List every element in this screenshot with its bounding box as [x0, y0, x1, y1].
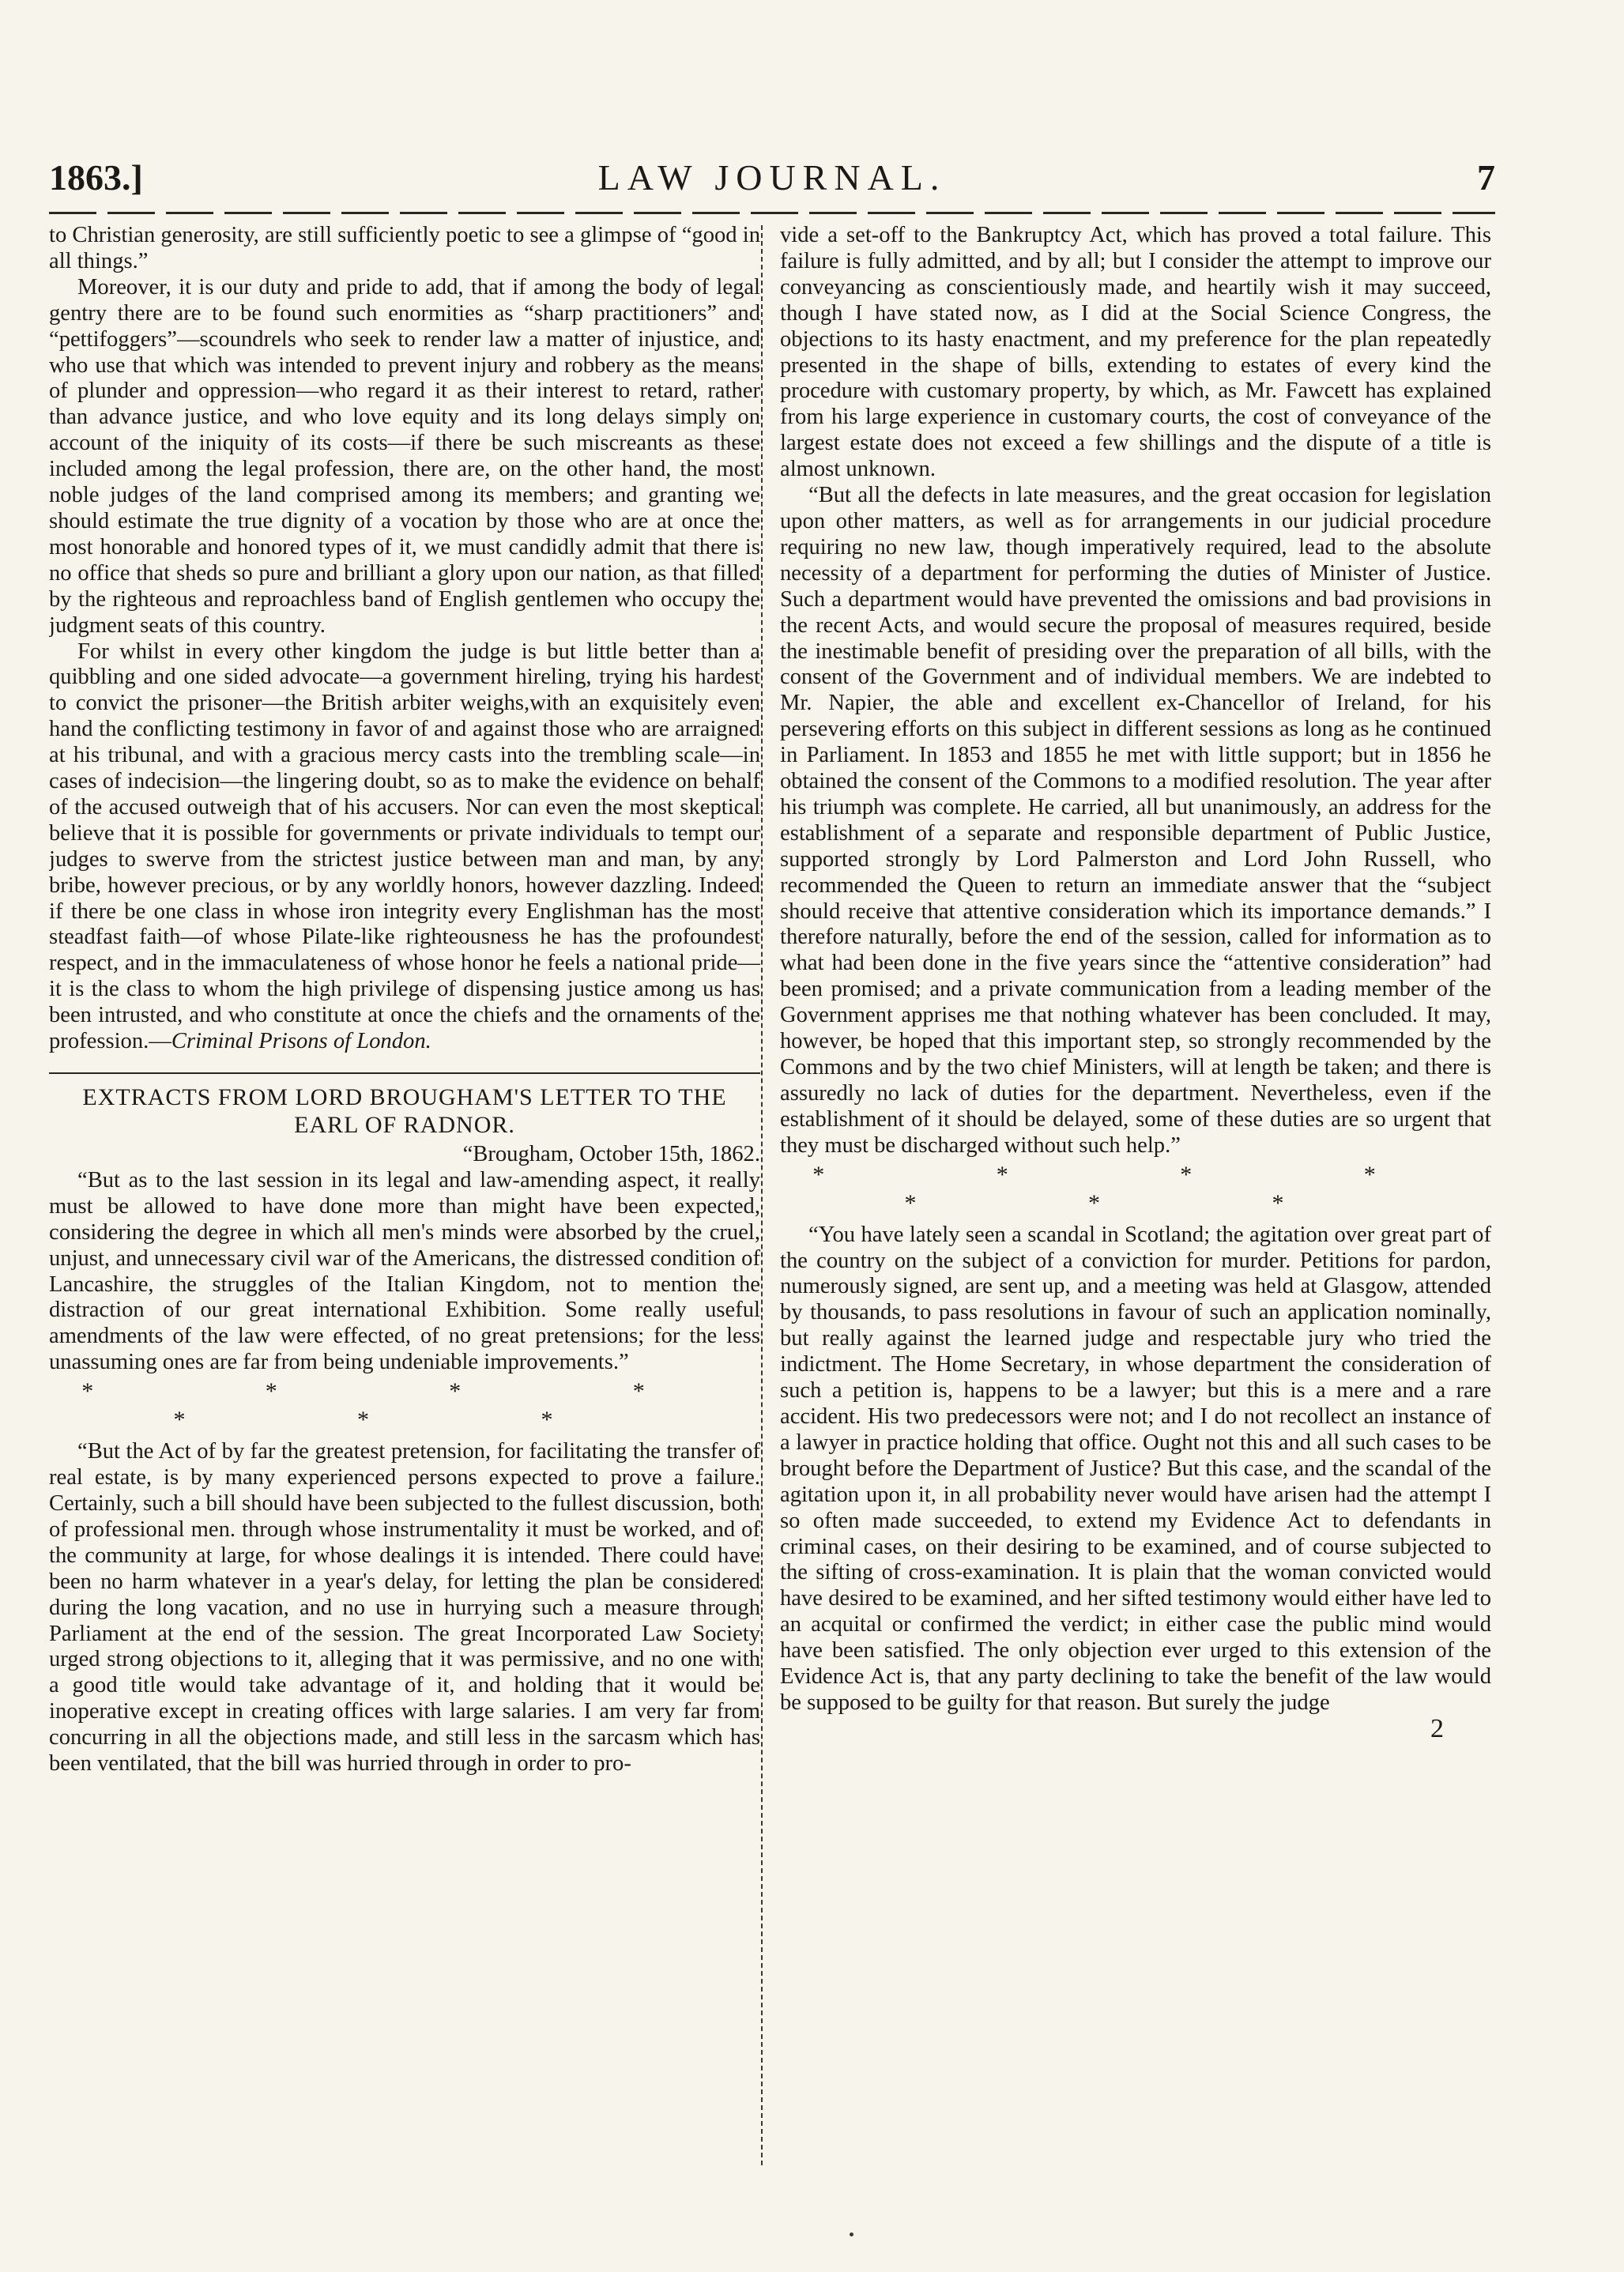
article-title: EXTRACTS FROM LORD BROUGHAM'S LETTER TO THE EARL OF RADNOR.: [82, 1084, 727, 1138]
right-column: [780, 223, 1491, 2167]
source-citation: Criminal Prisons of London.: [171, 1029, 431, 1054]
dateline: “Brougham, October 15th, 1862.: [462, 1142, 760, 1166]
section-stars: * * * * * * *: [812, 1161, 1459, 1216]
page-header: [49, 156, 1495, 220]
section-stars: * * * * * * *: [81, 1378, 728, 1434]
paragraph-text: For whilst in every other kingdom the judge is but little better than a quibbling and one sided advocate—a government hireling, trying his hardest to convict the prisoner—the British arbiter weighs,with an exquisitely even hand the conflicting testimony in favor of and against those who are arraigned at his tribunal, and with a gracious mercy casts into the trembling scale—in cases of indecision—the lingering doubt, so as to make the evidence on behalf of the accused outweigh that of his accusers. Nor can even the most skeptical believe that it is possible for governments or private individuals to tempt our judges to swerve from the strictest justice between man and man, by any bribe, however precious, or by any worldly honors, however dazzling. Indeed if there be one class in whose iron integrity every Englishman has the most steadfast faith—of whose Pilate-like righteousness he has the profoundest respect, and in the immaculateness of whose honor he feels a national pride—it is the class to whom the high privilege of dispensing justice among us has been intrusted, and who constitute at once the chiefs and the ornaments of the profession.—: [49, 639, 760, 1054]
paragraph: “But as to the last session in its legal and law-amending aspect, it really must be allowed to have done more than might have been expected, considering the degree in which all men's minds were absorbed by the cruel, unjust, and unnecessary civil war of the Americans, the distressed condition of Lancashire, the struggles of the Italian Kingdom, not to mention the distraction of our great international Exhibition. Some really useful amendments of the law were effected, of no great pretensions; for the less unassuming ones are far from being undeniable improvements.”: [49, 1167, 760, 1375]
journal-title: LAW JOURNAL.: [597, 157, 947, 198]
paragraph: to Christian generosity, are still sufficiently poetic to see a glimpse of “good in all things.”: [49, 223, 760, 273]
paragraph: “But the Act of by far the greatest pretension, for facilitating the transfer of real estate, is by many experienced persons expected to prove a failure. Certainly, such a bill should have been subjected to the fullest discussion, both of professional men. through whose instrumentality it must be worked, and of the community at large, for whose dealings it is intended. There could have been no harm whatever in a year's delay, for letting the plan be considered during the long vacation, and no use in hurrying such a measure through Parliament at the end of the session. The great Incorporated Law Society urged strong objections to it, alleging that it was permissive, and no one with a good title would take advantage of it, and holding that it would be inoperative except in creating offices with large salaries. I am very far from concurring in all the objections made, and still less in the sarcasm which has been ventilated, that the bill was hurried through in order to pro-: [49, 1439, 760, 1777]
page-number: 7: [1477, 157, 1495, 198]
paragraph: “You have lately seen a scandal in Scotland; the agitation over great part of the country on the subject of a conviction for murder. Petitions for pardon, numerously signed, are sent up, and a meeting was held at Glasgow, attended by thousands, to pass resolutions in favour of such an application nominally, but really against the learned judge and respectable jury who tried the indictment. The Home Secretary, in whose department the consideration of such a petition is, happens to be a lawyer; but this is a mere and a rare accident. His two predecessors were not; and I do not recollect an instance of a lawyer in practice holding that office. Ought not this and all such cases to be brought before the Department of Justice? But this case, and the scandal of the agitation upon it, in all probability never would have arisen had the attempt I so often made succeeded, to extend my Evidence Act to defendants in criminal cases, on their desiring to be examined, and of course subjected to the sifting of cross-examination. It is plain that the woman convicted would have desired to be examined, and her sifted testimony would either have led to an acquital or confirmed the verdict; in either case the public mind would have been satisfied. The only objection ever urged to this extension of the Evidence Act is, that any party declining to take the benefit of the law would be supposed to be guilty for that reason. But surely the judge: [780, 1222, 1491, 1715]
left-column: [49, 223, 760, 2167]
signature-mark: 2: [1430, 1713, 1444, 1743]
header-rule: [49, 212, 1495, 214]
paragraph: Moreover, it is our duty and pride to add, that if among the body of legal gentry there are to be found such enormities as “sharp practitioners” and “pettifoggers”—scoundrels who seek to render law a matter of injustice, and who use that which was intended to prevent injury and robbery as the means of plunder and oppression—who regard it as their interest to retard, rather than advance justice, and who love equity and its long delays simply on account of the iniquity of its costs—if there be such miscreants as these included among the legal profession, there are, on the other hand, the most noble judges of the land comprised among its members; and granting we should estimate the true dignity of a vocation by those who are at once the most honorable and honored types of it, we must candidly admit that there is no office that sheds so pure and brilliant a glory upon our nation, as that filled by the righteous and reproachless band of English gentlemen who occupy the judgment seats of this country.: [49, 274, 760, 638]
paragraph: vide a set-off to the Bankruptcy Act, which has proved a total failure. This failure is fully admitted, and by all; but I consider the attempt to improve our conveyancing as conscientiously made, and heartily wish it may succeed, though I have stated now, as I did at the Social Science Congress, the objections to its hasty enactment, and my preference for the plan repeatedly presented in the shape of bills, extending to estates of every kind the procedure with customary property, by which, as Mr. Fawcett has explained from his large experience in customary courts, the cost of conveyance of the largest estate does not exceed a few shillings and the dispute of a title is almost unknown.: [780, 223, 1491, 482]
paragraph: “But all the defects in late measures, and the great occasion for legislation upon other matters, as well as for arrangements in our judicial procedure requiring no new law, though imperatively required, lead to the absolute necessity of a department for performing the duties of Minister of Justice. Such a department would have prevented the omissions and bad provisions in the recent Acts, and would secure the proposal of measures required, beside the inestimable benefit of presiding over the preparation of all bills, with the consent of the Government and of individual members. We are indebted to Mr. Napier, the able and excellent ex-Chancellor of Ireland, for his persevering efforts on this subject in different sessions as long as he continued in Parliament. In 1853 and 1855 he met with little support; but in 1856 he obtained the consent of the Commons to a modified resolution. The year after his triumph was complete. He carried, all but unanimously, an address for the establishment of a separate and responsible department of Public Justice, supported strongly by Lord Palmerston and Lord John Russell, who recommended the Queen to return an immediate answer that the “subject should receive that attentive consideration which its importance demands.” I therefore naturally, before the end of the session, called for information as to what had been done in the five years since the “attentive consideration” had been promised; and a private communication from a leading member of the Government apprises me that nothing whatever has been concluded. It may, however, be hoped that this important step, so strongly recommended by the Commons and by the two chief Ministers, will at length be taken; and there is assuredly no lack of duties for the department. Nevertheless, even if the establishment of it should be delayed, some of these duties are so urgent that they must be discharged without such help.”: [780, 483, 1491, 1158]
column-divider: [761, 225, 763, 2165]
paragraph: [49, 639, 760, 1056]
section-rule: [49, 1072, 760, 1074]
ink-dot: [850, 2232, 853, 2236]
header-year: 1863.]: [49, 157, 143, 198]
